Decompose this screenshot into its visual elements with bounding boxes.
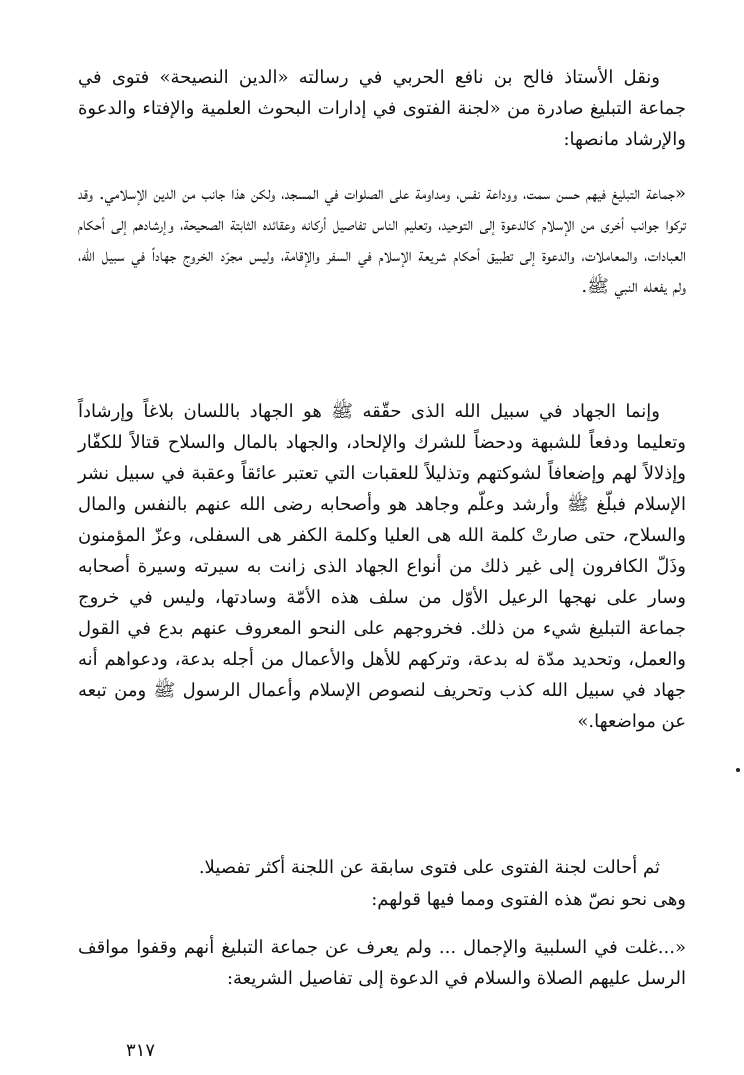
paragraph-jihad	[78, 396, 686, 737]
paragraph-intro	[78, 62, 686, 155]
paragraph-text: وهى نحو نصّ هذه الفتوى ومما فيها قولهم:	[371, 889, 686, 910]
paragraph-quote-fatwa	[78, 178, 686, 302]
paragraph-quote-second	[78, 932, 686, 994]
paragraph-text: «جماعة التبليغ فيهم حسن سمت، ووداعة نفس، ومداومة على الصلوات في المسجد، ولكن هذا جانب من الدين الإسلامي. وقد تركوا جوانب أخرى من الإسلام كالدعوة إلى التوحيد، وتعليم الناس تفاصيل أركانه وعقائده الثابتة الصحيحة، وإرشادهم إلى أحكام العبادات، والمعاملات، والدعوة إلى تطبيق أحكام شريعة الإسلام في السفر والإقامة، وليس مجرّد الخروج جهاداً في سبيل الله، ولم يفعله النبي ﷺ.	[78, 183, 686, 297]
page-number: ٣١٧	[126, 1040, 156, 1061]
margin-mark	[736, 768, 740, 772]
paragraph-text: وإنما الجهاد في سبيل الله الذى حقّقه ﷺ هو الجهاد باللسان بلاغاً وإرشاداً وتعليما ودفعاً للشبهة ودحضاً للشرك والإلحاد، والجهاد بالمال والسلاح قتالاً للكفّار وإذلالاً لهم وإضعافاً لشوكتهم وتذليلاً للعقبات التي تعتبر عائقاً وعقبة في سبيل نشر الإسلام فبلّغ ﷺ وأرشد وعلّم وجاهد هو وأصحابه رضى الله عنهم بالنفس والمال والسلاح، حتى صارتْ كلمة الله هى العليا وكلمة الكفر هى السفلى، وعزّ المؤمنون وذَلّ الكافرون إلى غير ذلك من أنواع الجهاد الذى زانت به سيرته وسيرة أصحابه وسار على نهجها الرعيل الأوّل من سلف هذه الأمّة وسادتها، وليس في خروج جماعة التبليغ شيء من ذلك. فخروجهم على النحو المعروف عنهم بدع في القول والعمل، وتحديد مدّة له بدعة، وتركهم للأهل والأعمال من أجله بدعة، ودعواهم أنه جهاد في سبيل الله كذب وتحريف لنصوص الإسلام وأعمال الرسول ﷺ ومن تبعه عن مواضعها.»	[78, 401, 686, 732]
paragraph-text: ثم أحالت لجنة الفتوى على فتوى سابقة عن اللجنة أكثر تفصيلا.	[198, 857, 660, 878]
paragraph-referral	[78, 852, 686, 883]
paragraph-text: ونقل الأستاذ فالح بن نافع الحربي في رسالته «الدين النصيحة» فتوى في جماعة التبليغ صادرة من «لجنة الفتوى في إدارات البحوث العلمية والإفتاء والدعوة والإرشاد مانصها:	[78, 67, 686, 150]
paragraph-summary	[78, 884, 686, 915]
paragraph-text: «...غلت في السلبية والإجمال ... ولم يعرف عن جماعة التبليغ أنهم وقفوا مواقف الرسل عليهم الصلاة والسلام في الدعوة إلى تفاصيل الشريعة:	[78, 937, 686, 989]
